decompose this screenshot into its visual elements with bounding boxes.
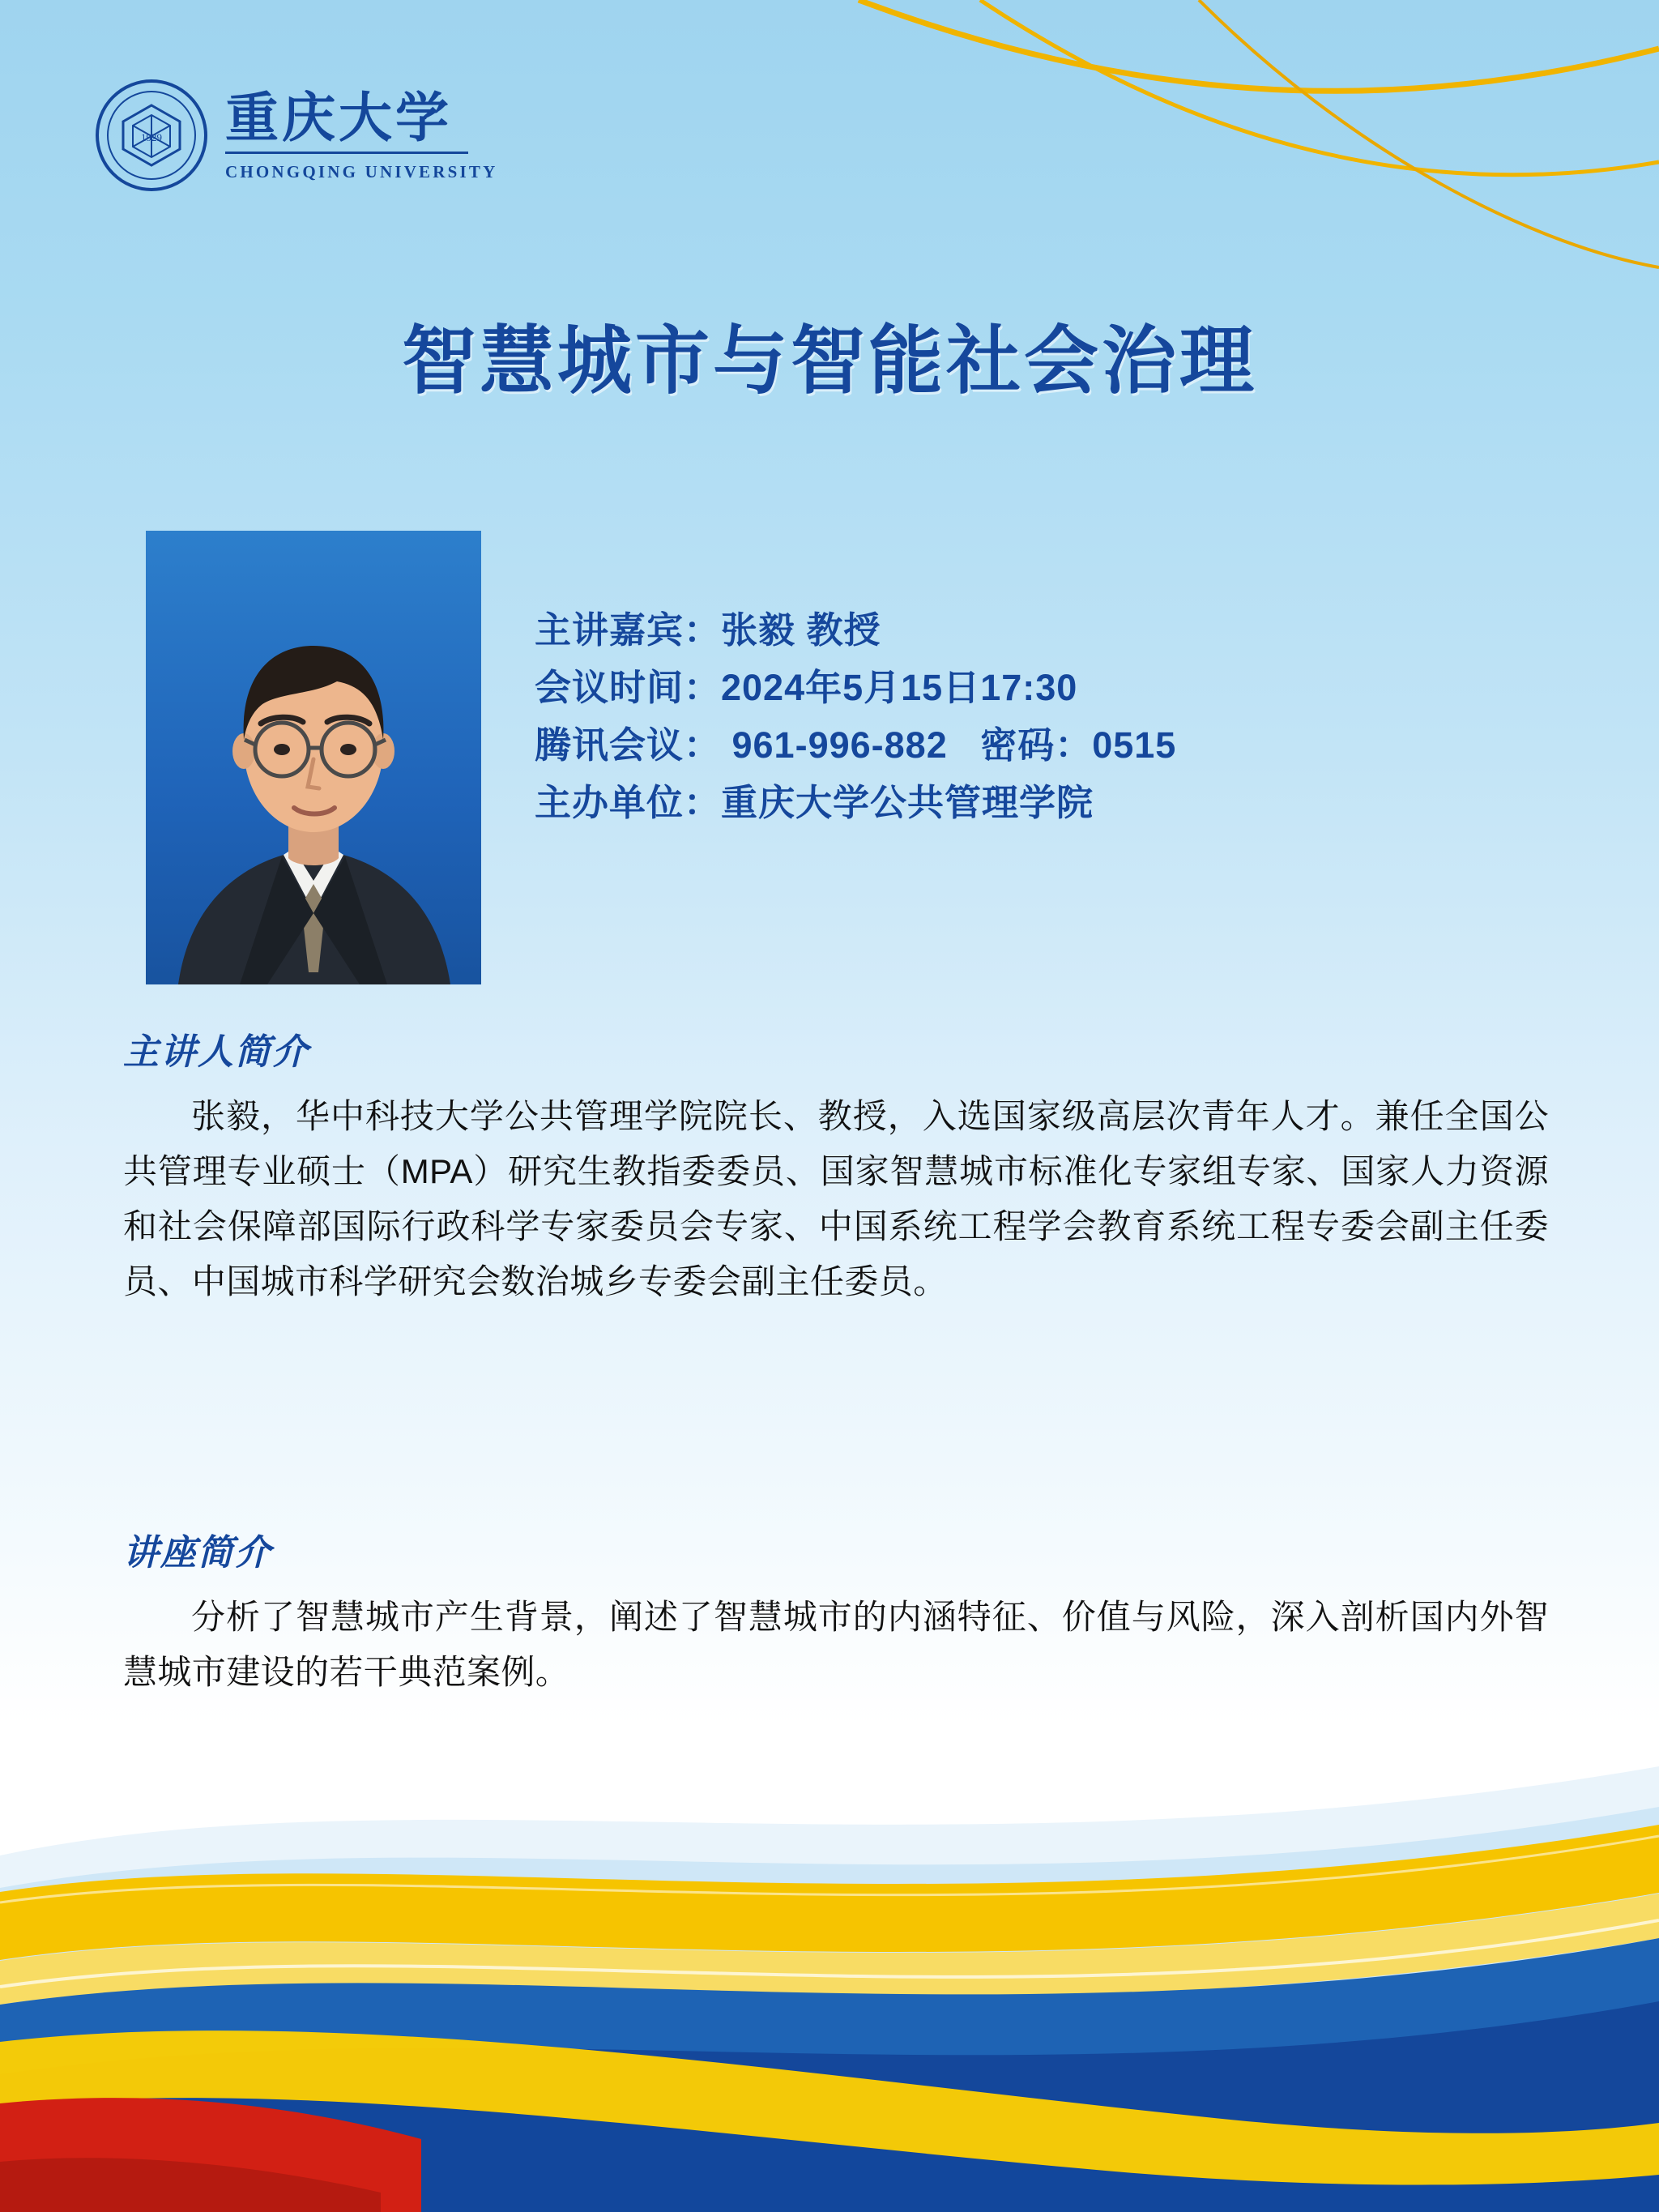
lecture-abstract-text: 分析了智慧城市产生背景，阐述了智慧城市的内涵特征、价值与风险，深入剖析国内外智慧城市建设的若干典范案例。 [123,1598,1549,1692]
speaker-bio-heading: 主讲人简介 [123,1032,309,1072]
lecture-abstract-heading: 讲座简介 [123,1533,272,1573]
seal-emblem-icon [117,100,186,170]
event-meta [535,601,1176,831]
meta-speaker: 主讲嘉宾：张毅 教授 [535,609,881,651]
portrait-illustration [146,531,481,984]
university-logo [96,79,497,191]
svg-text:1929: 1929 [141,131,162,143]
logo-chinese-name: 重庆大学 [225,85,452,149]
speaker-portrait [146,531,481,984]
meta-host: 主办单位：重庆大学公共管理学院 [535,782,1094,824]
meta-meeting: 腾讯会议： 961-996-882 密码：0515 [535,724,1177,767]
university-seal-icon [96,79,207,191]
logo-english-name: CHONGQING UNIVERSITY [225,161,498,181]
logo-divider [225,152,468,154]
page-title: 智慧城市与智能社会治理 [401,318,1257,404]
lecture-abstract-section [123,1523,1549,1700]
speaker-bio-section [123,1023,1549,1309]
speaker-bio-text: 张毅，华中科技大学公共管理学院院长、教授，入选国家级高层次青年人才。兼任全国公共管理专业硕士（MPA）研究生教指委委员、国家智慧城市标准化专家组专家、国家人力资源和社会保障部国际行政科学专家委员会专家、中国系统工程学会教育系统工程专委会副主任委员、中国城市科学研究会数治城乡专委会副主任委员。 [123,1097,1549,1301]
meta-time: 会议时间：2024年5月15日17:30 [535,667,1078,709]
